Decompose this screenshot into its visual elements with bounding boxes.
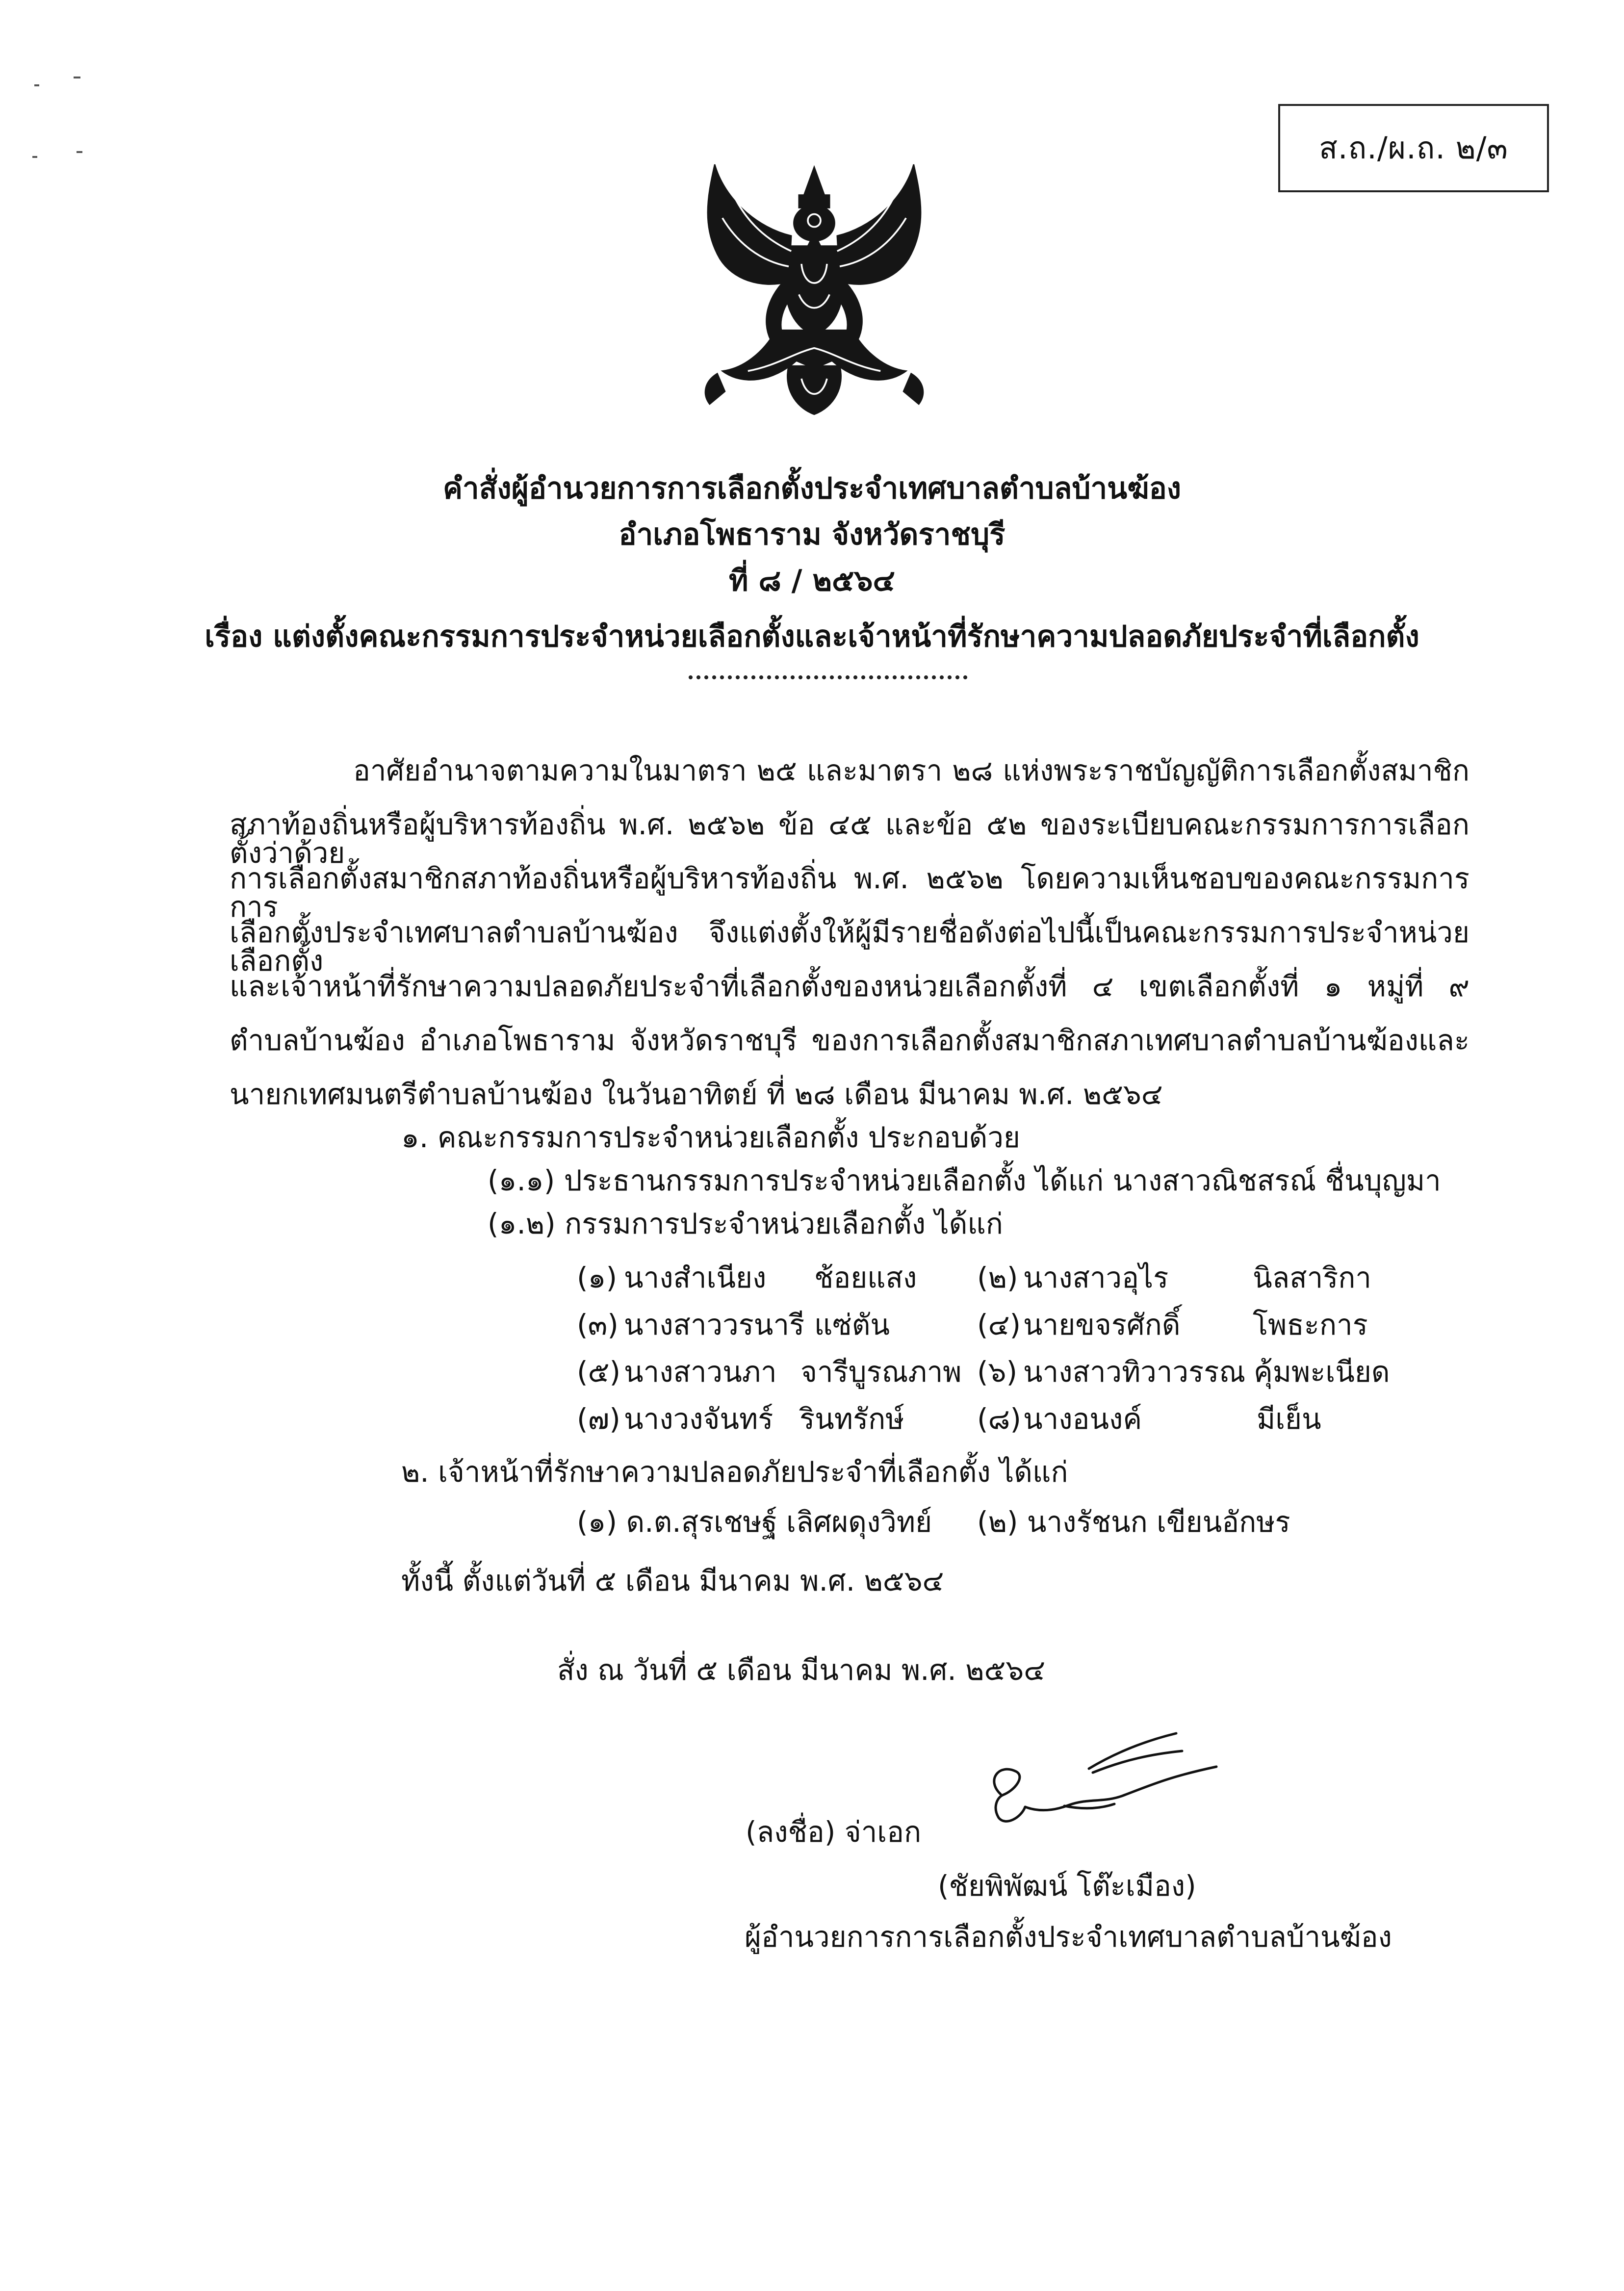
member-number: (๒) — [977, 1261, 1018, 1294]
member-first-name: นางสาววรนารี — [624, 1308, 805, 1341]
member-first-name: นายขจรศักดิ์ — [1023, 1308, 1181, 1341]
scan-speck — [32, 156, 37, 158]
member-first-name: นางวงจันทร์ — [624, 1402, 773, 1436]
member-first-name: นางสาวอุไร — [1023, 1261, 1169, 1294]
member-first-name: นางอนงค์ — [1023, 1402, 1142, 1436]
order-location: อำเภอโพธาราม จังหวัดราชบุรี — [619, 517, 1005, 552]
order-date: สั่ง ณ วันที่ ๕ เดือน มีนาคม พ.ศ. ๒๕๖๔ — [557, 1653, 1046, 1687]
body-line: และเจ้าหน้าที่รักษาความปลอดภัยประจำที่เลือกตั้งของหน่วยเลือกตั้งที่ ๔ เขตเลือกตั้งที่ ๑ หมู่ที่ ๙ — [230, 970, 1469, 1003]
signed-label: (ลงชื่อ) จ่าเอก — [746, 1815, 922, 1849]
member-first-name: นางสำเนียง — [624, 1261, 767, 1294]
signer-position: ผู้อำนวยการการเลือกตั้งประจำเทศบาลตำบลบ้านฆ้อง — [745, 1920, 1392, 1954]
scan-speck — [74, 77, 80, 78]
signer-name: (ชัยพิพัฒน์ โต๊ะเมือง) — [938, 1869, 1196, 1903]
member-last-name: โพธะการ — [1253, 1308, 1368, 1341]
security-officer: (๑) ด.ต.สุรเชษฐ์ เลิศผดุงวิทย์ — [577, 1505, 932, 1539]
body-line: อาศัยอำนาจตามความในมาตรา ๒๕ และมาตรา ๒๘ แห่งพระราชบัญญัติการเลือกตั้งสมาชิก — [353, 754, 1469, 787]
scan-speck — [77, 151, 82, 153]
form-code-box — [1278, 104, 1549, 192]
member-number: (๖) — [977, 1355, 1018, 1389]
member-number: (๑) — [577, 1261, 618, 1294]
garuda-emblem-icon — [687, 162, 942, 417]
scan-speck — [34, 84, 39, 86]
member-number: (๗) — [577, 1402, 620, 1436]
member-last-name: แซ่ตัน — [814, 1308, 890, 1341]
member-last-name: จารีบูรณภาพ — [800, 1355, 962, 1389]
member-number: (๕) — [577, 1355, 621, 1389]
order-title: คำสั่งผู้อำนวยการการเลือกตั้งประจำเทศบาลตำบลบ้านฆ้อง — [442, 471, 1182, 506]
section2-heading: ๒. เจ้าหน้าที่รักษาความปลอดภัยประจำที่เลือกตั้ง ได้แก่ — [401, 1455, 1068, 1489]
member-last-name: มีเย็น — [1257, 1402, 1321, 1436]
body-line: นายกเทศมนตรีตำบลบ้านฆ้อง ในวันอาทิตย์ ที่ ๒๘ เดือน มีนาคม พ.ศ. ๒๕๖๔ — [230, 1078, 1163, 1111]
form-code: ส.ถ./ผ.ถ. ๒/๓ — [1319, 130, 1508, 166]
member-last-name: ช้อยแสง — [814, 1261, 917, 1294]
member-number: (๔) — [977, 1308, 1021, 1341]
order-number: ที่ ๘ / ๒๕๖๔ — [729, 564, 895, 598]
member-last-name: นิลสาริกา — [1253, 1261, 1371, 1294]
section1-heading: ๑. คณะกรรมการประจำหน่วยเลือกตั้ง ประกอบด้วย — [401, 1121, 1020, 1154]
member-number: (๓) — [577, 1308, 619, 1341]
header-divider — [687, 675, 969, 680]
committee-heading: (๑.๒) กรรมการประจำหน่วยเลือกตั้ง ได้แก่ — [488, 1207, 1003, 1240]
member-first-name: นางสาวนภา — [624, 1355, 777, 1389]
member-last-name: คุ้มพะเนียด — [1254, 1355, 1390, 1389]
security-officer: (๒) นางรัชนก เขียนอักษร — [977, 1505, 1290, 1539]
handwritten-signature — [952, 1722, 1236, 1849]
effective-date: ทั้งนี้ ตั้งแต่วันที่ ๕ เดือน มีนาคม พ.ศ. ๒๕๖๔ — [401, 1564, 944, 1597]
body-line: ตำบลบ้านฆ้อง อำเภอโพธาราม จังหวัดราชบุรี ของการเลือกตั้งสมาชิกสภาเทศบาลตำบลบ้านฆ้องและ — [230, 1024, 1469, 1057]
body-line: เลือกตั้งประจำเทศบาลตำบลบ้านฆ้อง จึงแต่งตั้งให้ผู้มีรายชื่อดังต่อไปนี้เป็นคณะกรรมการประจำหน่วยเลือกตั้ง — [230, 916, 1469, 978]
member-number: (๘) — [977, 1402, 1022, 1436]
member-first-name: นางสาวทิวาวรรณ — [1023, 1355, 1246, 1389]
order-subject: เรื่อง แต่งตั้งคณะกรรมการประจำหน่วยเลือกตั้งและเจ้าหน้าที่รักษาความปลอดภัยประจำที่เลือกตั้ง — [205, 619, 1419, 654]
chairperson-line: (๑.๑) ประธานกรรมการประจำหน่วยเลือกตั้ง ได้แก่ นางสาวณิชสรณ์ ชื่นบุญมา — [488, 1164, 1441, 1197]
member-last-name: รินทรักษ์ — [799, 1402, 904, 1436]
body-line: สภาท้องถิ่นหรือผู้บริหารท้องถิ่น พ.ศ. ๒๕๖๒ ข้อ ๔๕ และข้อ ๕๒ ของระเบียบคณะกรรมการการเลือกตั้งว่าด้วย — [230, 808, 1469, 870]
body-line: การเลือกตั้งสมาชิกสภาท้องถิ่นหรือผู้บริหารท้องถิ่น พ.ศ. ๒๕๖๒ โดยความเห็นชอบของคณะกรรมการการ — [230, 862, 1469, 924]
